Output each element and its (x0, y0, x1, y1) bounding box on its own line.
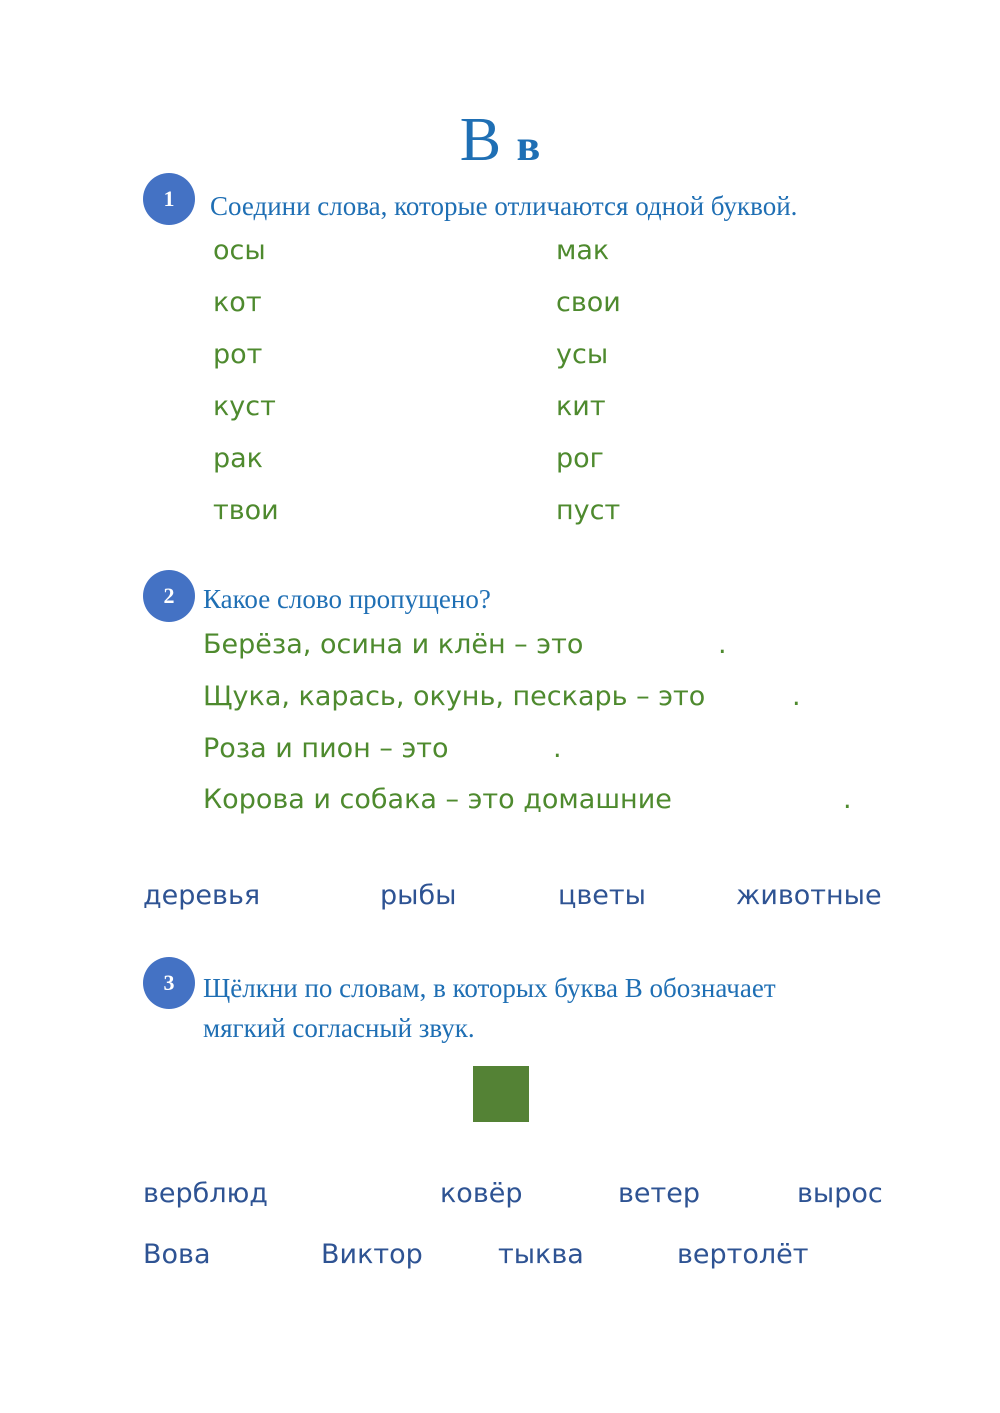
task-2-number-badge: 2 (143, 570, 195, 622)
match-left-word-2[interactable]: кот (213, 287, 262, 318)
match-left-word-1[interactable]: осы (213, 235, 266, 266)
title-lowercase-letter: в (516, 121, 541, 170)
green-square-marker (473, 1066, 529, 1122)
match-left-word-4[interactable]: куст (213, 391, 276, 422)
task-1-instruction: Соедини слова, которые отличаются одной буквой. (210, 191, 798, 221)
match-right-word-2[interactable]: свои (556, 287, 621, 318)
match-right-word-5[interactable]: рог (556, 443, 604, 474)
click-word-4[interactable]: вырос (797, 1178, 883, 1209)
sentence-3-text: Роза и пион – это (203, 733, 449, 764)
sentence-3-period: . (553, 733, 562, 764)
match-left-word-3[interactable]: рот (213, 339, 263, 370)
answer-option-1[interactable]: деревья (143, 880, 261, 911)
match-left-word-6[interactable]: твои (213, 495, 279, 526)
answer-option-3[interactable]: цветы (558, 880, 646, 911)
task-3-number-badge: 3 (143, 957, 195, 1009)
sentence-1-text: Берёза, осина и клён – это (203, 629, 584, 660)
match-right-word-4[interactable]: кит (556, 391, 606, 422)
title-capital-letter: В (459, 106, 502, 174)
sentence-2-period: . (792, 681, 801, 712)
click-word-5[interactable]: Вова (143, 1239, 211, 1270)
match-right-word-1[interactable]: мак (556, 235, 610, 266)
task-3-instruction-line-2: мягкий согласный звук. (203, 1013, 475, 1043)
sentence-4-period: . (843, 784, 852, 815)
click-word-2[interactable]: ковёр (440, 1178, 523, 1209)
click-word-8[interactable]: вертолёт (677, 1239, 809, 1270)
page-title (0, 100, 1000, 186)
answer-option-4[interactable]: животные (736, 880, 882, 911)
click-word-3[interactable]: ветер (618, 1178, 701, 1209)
match-right-word-3[interactable]: усы (556, 339, 609, 370)
sentence-2-text: Щука, карась, окунь, пескарь – это (203, 681, 706, 712)
task-1-number-badge: 1 (143, 173, 195, 225)
click-word-6[interactable]: Виктор (321, 1239, 423, 1270)
sentence-1-period: . (718, 629, 727, 660)
match-right-word-6[interactable]: пуст (556, 495, 621, 526)
answer-option-2[interactable]: рыбы (380, 880, 457, 911)
task-3-instruction-line-1: Щёлкни по словам, в которых буква В обозначает (203, 973, 776, 1003)
sentence-4-text: Корова и собака – это домашние (203, 784, 672, 815)
click-word-1[interactable]: верблюд (143, 1178, 268, 1209)
click-word-7[interactable]: тыква (498, 1239, 584, 1270)
match-left-word-5[interactable]: рак (213, 443, 263, 474)
task-2-question: Какое слово пропущено? (203, 584, 491, 614)
